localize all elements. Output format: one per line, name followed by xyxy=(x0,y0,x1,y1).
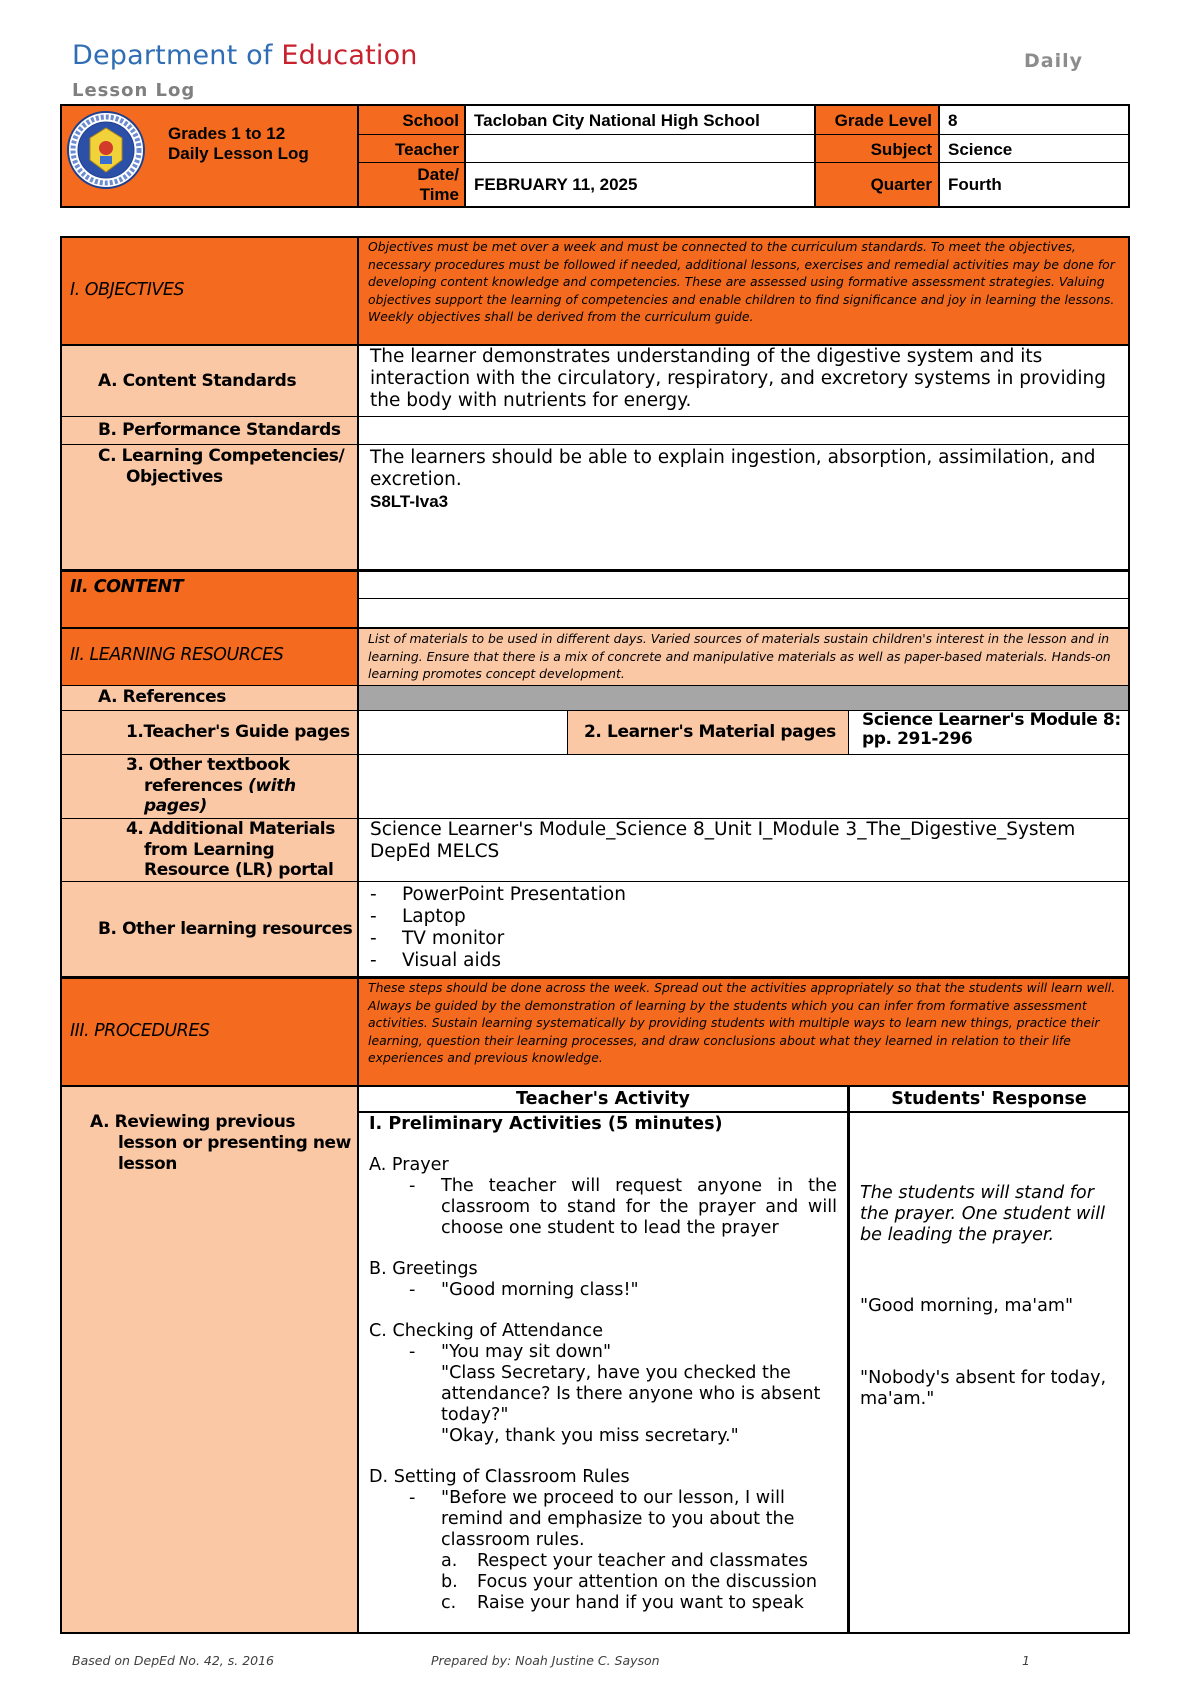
list-item: - "Good morning class!" xyxy=(405,1280,837,1301)
competencies-label-2: Objectives xyxy=(126,467,223,487)
list-item: - "Before we proceed to our lesson, I will remind and emphasize to you about the classroom rules. a. Respect your teacher and classmates b. Focus your attention on the discussion c. Raise your hand if you want to speak xyxy=(405,1488,837,1614)
resources-title: II. LEARNING RESOURCES xyxy=(70,645,284,665)
date-label-1: Date/ xyxy=(417,165,459,184)
performance-standards-label: B. Performance Standards xyxy=(98,420,341,440)
prayer-list xyxy=(369,1176,837,1239)
grades-line-1: Grades 1 to 12 xyxy=(168,124,286,143)
list-item: - PowerPoint Presentation xyxy=(366,884,1106,906)
date-label-2: Time xyxy=(419,185,459,204)
lm-value-1: Science Learner's Module 8: xyxy=(862,710,1121,730)
other-tb-line-2: references xyxy=(144,775,249,796)
competencies-code: S8LT-Iva3 xyxy=(370,492,449,511)
competencies-label xyxy=(98,446,344,488)
list-item: - Laptop xyxy=(366,906,1106,928)
teacher-activity xyxy=(369,1114,837,1614)
response-greetings: "Good morning, ma'am" xyxy=(860,1296,1074,1316)
title-department: Department of xyxy=(72,40,282,71)
other-resources-label: B. Other learning resources xyxy=(98,919,353,939)
list-item: - TV monitor xyxy=(366,928,1106,950)
references-label: A. References xyxy=(98,687,226,707)
greetings-heading: B. Greetings xyxy=(369,1259,478,1279)
content-title: II. CONTENT xyxy=(70,577,184,597)
attendance-line-1: - "You may sit down" xyxy=(441,1342,612,1362)
other-resources-list xyxy=(366,884,1106,972)
prelim-heading: I. Preliminary Activities (5 minutes) xyxy=(369,1114,723,1134)
deped-seal-icon xyxy=(66,110,146,190)
subject-value: Science xyxy=(948,140,1013,159)
date-value: FEBRUARY 11, 2025 xyxy=(474,175,638,194)
addl-value-1: Science Learner's Module_Science 8_Unit I_Module 3_The_Digestive_System xyxy=(370,819,1076,840)
school-value: Tacloban City National High School xyxy=(474,111,760,130)
step-a-line-1: A. Reviewing previous xyxy=(90,1112,296,1132)
step-a-line-2: lesson or presenting new xyxy=(118,1133,351,1153)
attendance-line-3: "Okay, thank you miss secretary." xyxy=(441,1426,739,1446)
learners-material-label: 2. Learner's Material pages xyxy=(584,722,836,742)
attendance-line-2: "Class Secretary, have you checked the attendance? Is there anyone who is absent today?" xyxy=(441,1363,821,1425)
list-item: - Visual aids xyxy=(366,950,1106,972)
teacher-label: Teacher xyxy=(395,140,459,159)
additional-materials-value xyxy=(370,819,1125,863)
competencies-text: The learners should be able to explain ingestion, absorption, assimilation, and excretion. xyxy=(370,447,1096,490)
page-subtitle: Lesson Log xyxy=(72,80,196,101)
resources-note: List of materials to be used in different days. Varied sources of materials sustain children's interest in the lesson and in learning. Ensure that there is a mix of concrete and manipulative materials as well as paper-based materials. Hands-on learning promotes concept development. xyxy=(368,631,1111,681)
page-title xyxy=(72,40,418,71)
step-a-line-3: lesson xyxy=(118,1154,177,1174)
procedures-title: III. PROCEDURES xyxy=(70,1021,210,1041)
footer-reference: Based on DepEd No. 42, s. 2016 xyxy=(72,1653,275,1668)
other-tb-line-4: pages) xyxy=(144,796,207,816)
learners-material-value xyxy=(862,711,1121,749)
addl-line-2: from Learning xyxy=(144,839,275,860)
competencies-label-1: C. Learning Competencies/ xyxy=(98,446,345,466)
header-daily: Daily xyxy=(1024,50,1084,72)
response-attendance: "Nobody's absent for today, ma'am." xyxy=(860,1368,1107,1409)
col-header-students: Students' Response xyxy=(891,1089,1087,1109)
other-tb-line-3: (with xyxy=(248,775,296,796)
grade-level-value: 8 xyxy=(948,111,958,130)
greetings-list xyxy=(369,1280,837,1301)
grades-label xyxy=(168,124,358,164)
quarter-value: Fourth xyxy=(948,175,1002,194)
rule-a: Respect your teacher and classmates xyxy=(477,1551,808,1571)
quarter-label: Quarter xyxy=(870,175,932,194)
school-label: School xyxy=(402,111,459,130)
rule-b: Focus your attention on the discussion xyxy=(477,1572,817,1592)
teachers-guide-label: 1.Teacher's Guide pages xyxy=(126,722,350,742)
page-number: 1 xyxy=(1022,1653,1030,1668)
rules-intro: - "Before we proceed to our lesson, I will remind and emphasize to you about the classroom rules. xyxy=(441,1488,795,1550)
rules-list xyxy=(369,1488,837,1614)
content-standards-label: A. Content Standards xyxy=(98,371,297,391)
other-tb-line-1: 3. Other textbook xyxy=(126,755,290,775)
grades-line-2: Daily Lesson Log xyxy=(168,144,309,163)
title-education: Education xyxy=(281,40,418,71)
list-item: - The teacher will request anyone in the classroom to stand for the prayer and will choose one student to lead the prayer xyxy=(405,1176,837,1239)
additional-materials-label xyxy=(126,819,335,881)
procedures-note: These steps should be done across the week. Spread out the activities appropriately so that the students will learn well. Always be guided by the demonstration of learning by the students which you can infer from formative assessment activities. Sustain learning systematically by providing students with multiple ways to learn new things, practice their learning, question their learning processes, and draw conclusions about what they learned in relation to their life experiences and previous knowledge. xyxy=(368,980,1116,1065)
lm-value-2: pp. 291-296 xyxy=(862,729,973,749)
objectives-note: Objectives must be met over a week and must be connected to the curriculum standards. To meet the objectives, necessary procedures must be followed if needed, additional lessons, exercises and remedial activities may be done for developing content knowledge and competencies. These are assessed using formative assessment strategies. Valuing objectives support the learning of competencies and enable children to find significance and joy in learning the lessons. Weekly objectives shall be derived from the curriculum guide. xyxy=(368,239,1115,324)
response-prayer: The students will stand for the prayer. One student will be leading the prayer. xyxy=(860,1183,1106,1245)
content-standards-value: The learner demonstrates understanding of the digestive system and its interaction with the circulatory, respiratory, and excretory systems in providing the body with nutrients for energy. xyxy=(370,346,1106,411)
competencies-value xyxy=(370,447,1110,513)
footer-prepared-by: Prepared by: Noah Justine C. Sayson xyxy=(431,1653,660,1668)
subject-label: Subject xyxy=(870,140,932,159)
objectives-title: I. OBJECTIVES xyxy=(70,280,184,300)
list-item xyxy=(405,1342,837,1447)
attendance-heading: C. Checking of Attendance xyxy=(369,1321,604,1341)
addl-line-1: 4. Additional Materials xyxy=(126,819,335,839)
step-a-label xyxy=(90,1112,351,1175)
attendance-list xyxy=(369,1342,837,1447)
rules-heading: D. Setting of Classroom Rules xyxy=(369,1467,630,1487)
date-label xyxy=(359,165,463,205)
grade-level-label: Grade Level xyxy=(834,111,932,130)
other-textbook-label xyxy=(126,755,296,817)
addl-line-3: Resource (LR) portal xyxy=(144,860,334,880)
col-header-teacher: Teacher's Activity xyxy=(516,1089,690,1109)
rule-c: Raise your hand if you want to speak xyxy=(477,1593,804,1613)
prayer-heading: A. Prayer xyxy=(369,1155,449,1175)
addl-value-2: DepEd MELCS xyxy=(370,841,500,862)
